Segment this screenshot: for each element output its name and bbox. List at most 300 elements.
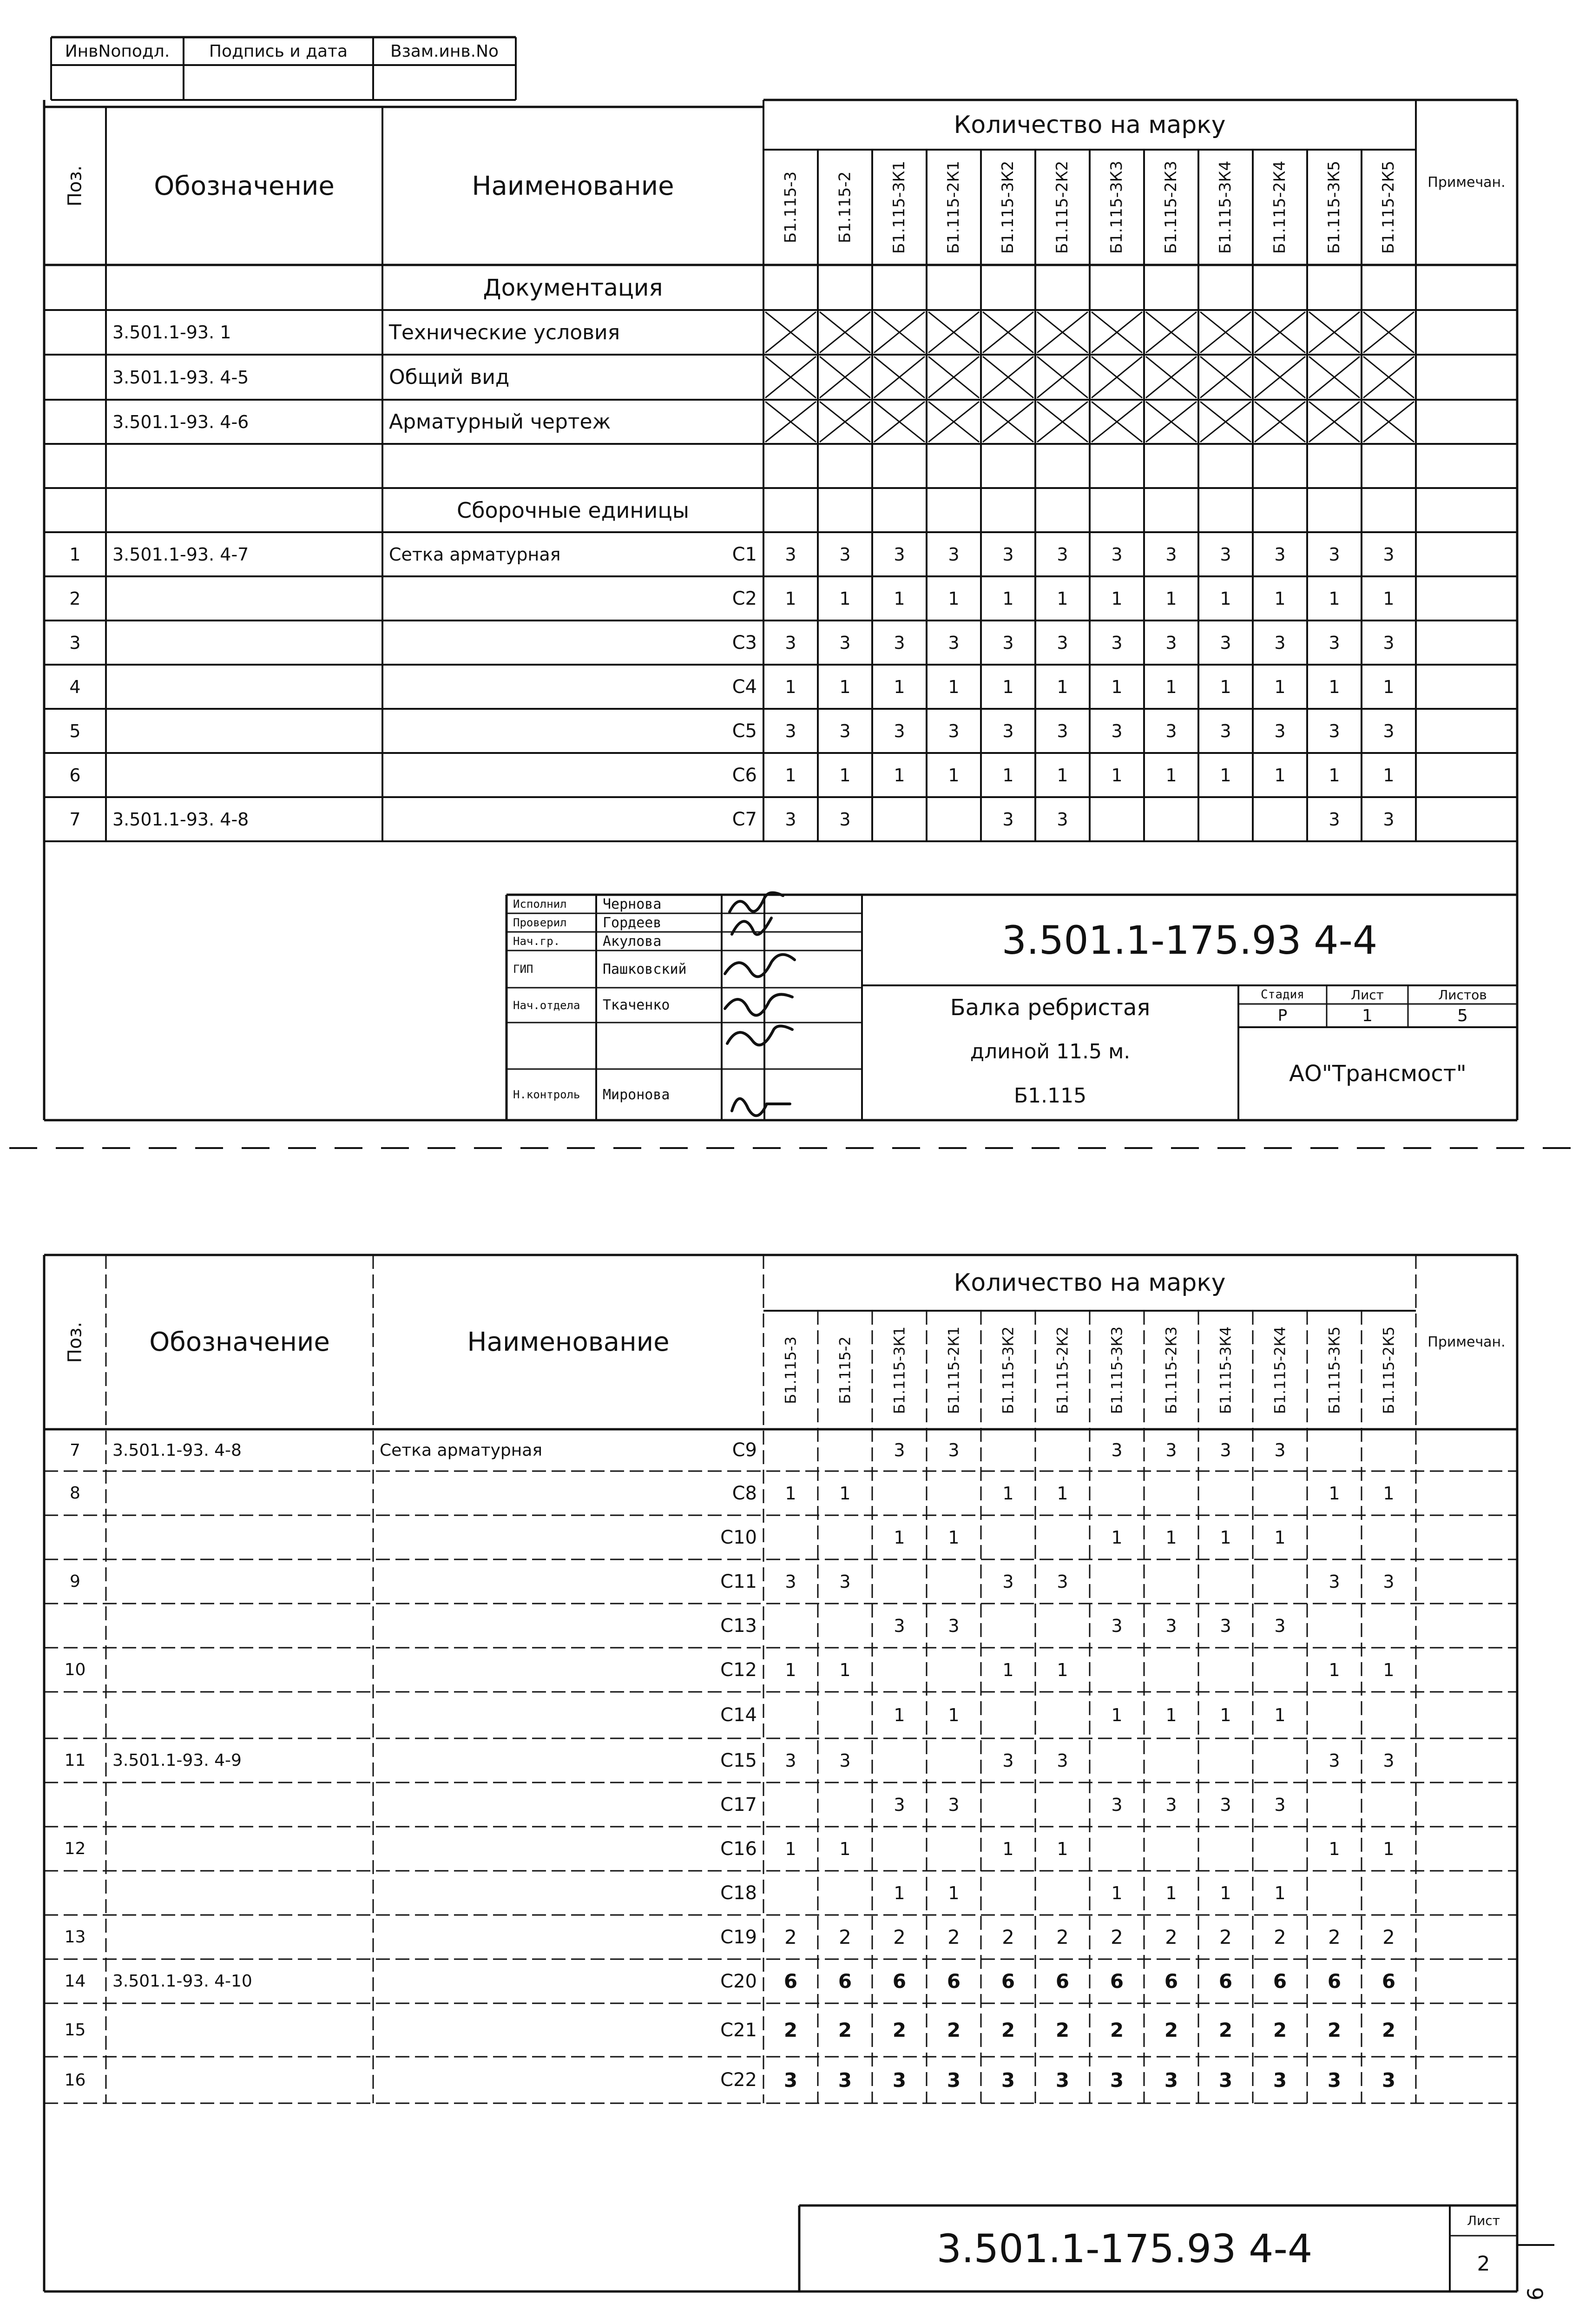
qty-value: 3 [1220,544,1231,565]
row-mark: С9 [732,1439,757,1461]
qty-value: 2 [1274,1926,1286,1948]
sheets-label: Листов [1438,987,1487,1003]
qty-value: 1 [1165,1527,1177,1548]
pos-header-text: Поз. [64,165,86,207]
note-header-2: Примечан. [1428,1334,1506,1350]
sheet-label-2: Лист [1467,2213,1500,2228]
qty-value: 3 [1383,809,1395,830]
qty-value: 3 [783,2068,798,2092]
qty-value: 3 [839,632,851,653]
qty-value: 3 [948,632,960,653]
row-designation: 3.501.1-93. 4-9 [112,1751,242,1770]
mark-header-2-2-text: Б1.115-3К1 [890,1326,908,1414]
qty-value: 2 [839,1926,851,1948]
qty-value: 3 [1165,720,1177,741]
qty-value: 3 [1001,2068,1015,2092]
row-mark: С22 [720,2069,757,2091]
row-designation: 3.501.1-93. 4-8 [112,809,249,830]
qty-value: 3 [1274,1440,1286,1460]
qty-value: 3 [785,544,796,565]
row-mark: С7 [732,808,757,830]
qty-value: 1 [1111,676,1123,697]
row-mark: С1 [732,543,757,565]
qty-value: 3 [894,720,905,741]
qty-value: 2 [1111,1926,1123,1948]
qty-value: 3 [1165,1615,1177,1636]
qty-value: 1 [1111,1705,1123,1725]
qty-value: 3 [785,809,796,830]
qty-value: 2 [947,2019,961,2041]
qty-value: 1 [1329,676,1340,697]
doc-name: Технические условия [389,320,620,344]
qty-value: 3 [785,1571,796,1592]
qty-value: 3 [1002,544,1014,565]
mark-header-4-text: Б1.115-3К2 [999,160,1018,254]
qty-value: 1 [894,1705,905,1725]
qty-value: 3 [1055,2068,1070,2092]
qty-value: 1 [839,1838,851,1859]
signer-name: Пашковский [603,961,687,977]
row-position: 1 [69,544,81,565]
pos-header-2-text: Поз. [64,1321,86,1363]
qty-value: 1 [1002,1659,1014,1680]
qty-value: 3 [1110,2068,1124,2092]
row-mark: С4 [732,676,757,698]
row-position: 16 [64,2070,86,2090]
qty-value: 3 [1383,544,1395,565]
qty-value: 3 [1220,1615,1231,1636]
qty-value: 3 [1329,720,1340,741]
qty-value: 1 [1383,588,1395,609]
qty-value: 3 [1220,1440,1231,1460]
qty-value: 3 [1329,809,1340,830]
qty-value: 3 [948,1794,960,1815]
qty-value: 3 [1165,1794,1177,1815]
qty-value: 1 [948,676,960,697]
name-header-2: Наименование [467,1327,670,1357]
qty-value: 3 [838,2068,852,2092]
qty-value: 1 [894,676,905,697]
qty-value: 6 [1110,1970,1124,1993]
qty-value: 1 [1220,676,1231,697]
qty-value: 1 [1220,588,1231,609]
row-position: 4 [69,676,81,697]
note-header: Примечан. [1428,174,1506,191]
qty-value: 3 [894,1794,905,1815]
qty-value: 1 [1329,765,1340,786]
qty-value: 6 [1001,1970,1015,1993]
designation-header: Обозначение [154,171,335,201]
qty-value: 3 [894,1615,905,1636]
qty-value: 1 [894,1882,905,1903]
signer-role: ГИП [513,963,533,976]
qty-value: 2 [1001,2019,1015,2041]
stage-label: Стадия [1261,988,1304,1002]
row-position: 11 [64,1751,86,1770]
qty-value: 1 [1274,588,1286,609]
mark-header-2-10-text: Б1.115-3К5 [1325,1326,1343,1414]
row-mark: С3 [732,632,757,654]
qty-value: 6 [947,1970,961,1993]
qty-value: 1 [948,1527,960,1548]
mark-header-1-text: Б1.115-2 [835,171,855,244]
qty-value: 1 [1274,1705,1286,1725]
qty-value: 6 [1273,1970,1287,1993]
qty-value: 1 [839,765,851,786]
doc-name: Общий вид [389,365,510,389]
row-mark: С17 [720,1794,757,1816]
row-mark: С2 [732,588,757,609]
qty-value: 1 [1057,765,1068,786]
qty-value: 3 [839,544,851,565]
qty-value: 1 [785,1838,796,1859]
qty-value: 3 [1274,720,1286,741]
qty-value: 3 [1329,1571,1340,1592]
qty-value: 1 [1220,1705,1231,1725]
row-position: 13 [64,1928,86,1947]
qty-value: 3 [894,632,905,653]
section-documentation: Документация [483,274,663,301]
qty-value: 2 [1055,2019,1070,2041]
qty-value: 3 [1274,1794,1286,1815]
qty-value: 2 [1056,1926,1069,1948]
qty-value: 3 [1329,544,1340,565]
qty-value: 3 [1383,1571,1395,1592]
qty-value: 1 [1383,676,1395,697]
qty-value: 1 [1165,1882,1177,1903]
qty-value: 2 [1165,1926,1178,1948]
qty-value: 2 [1218,2019,1233,2041]
qty-value: 3 [892,2068,907,2092]
qty-value: 3 [947,2068,961,2092]
qty-value: 1 [1002,765,1014,786]
qty-value: 3 [1057,544,1068,565]
qty-value: 6 [783,1970,798,1993]
qty-value: 2 [1273,2019,1287,2041]
handwritten-signature [725,955,795,977]
qty-value: 1 [1220,1527,1231,1548]
row-mark: С8 [732,1482,757,1504]
qty-value: 3 [1218,2068,1233,2092]
signer-name: Гордеев [603,914,662,931]
qty-value: 2 [1381,2019,1396,2041]
qty-value: 3 [839,720,851,741]
handwritten-signature [727,1026,792,1045]
qty-value: 3 [1383,632,1395,653]
row-mark: С20 [720,1970,757,1992]
handwritten-signature [732,1099,790,1116]
qty-value: 3 [1274,1615,1286,1636]
qty-value: 3 [1111,632,1123,653]
qty-value: 1 [1165,765,1177,786]
mark-header-2-1-text: Б1.115-2 [836,1336,854,1404]
qty-value: 3 [839,1571,851,1592]
document-code: 3.501.1-175.93 4-4 [1001,917,1378,963]
qty-value: 3 [1220,632,1231,653]
qty-value: 1 [1220,1882,1231,1903]
qty-value: 3 [785,720,796,741]
signer-role: Исполнил [513,898,567,911]
qty-value: 3 [1165,632,1177,653]
qty-value: 1 [1165,676,1177,697]
qty-value: 3 [1057,720,1068,741]
qty-value: 6 [1055,1970,1070,1993]
mark-header-6-text: Б1.115-3К3 [1107,160,1126,254]
qty-value: 1 [785,1483,796,1504]
qty-value: 1 [785,676,796,697]
mark-header-10-text: Б1.115-3К5 [1325,160,1344,254]
row-mark: С15 [720,1750,757,1771]
mark-header-2-11-text: Б1.115-2К5 [1380,1326,1398,1414]
row-name: Сетка арматурная [380,1440,543,1460]
qty-value: 3 [1274,632,1286,653]
mark-header-2-8-text: Б1.115-3К4 [1217,1326,1235,1414]
company-name: АО"Трансмост" [1289,1061,1467,1087]
qty-value: 1 [894,765,905,786]
mark-header-9-text: Б1.115-2К4 [1270,160,1289,254]
qty-value: 3 [1111,1440,1123,1460]
qty-value: 1 [1002,676,1014,697]
qty-header-2: Количество на марку [954,1269,1226,1297]
qty-value: 3 [1327,2068,1342,2092]
qty-value: 3 [894,544,905,565]
row-designation: 3.501.1-93. 4-10 [112,1972,252,1991]
qty-value: 1 [1383,1659,1395,1680]
qty-value: 3 [1383,1750,1395,1771]
qty-value: 3 [1111,720,1123,741]
row-mark: С16 [720,1838,757,1860]
qty-value: 3 [839,809,851,830]
qty-value: 3 [1165,1440,1177,1460]
signature-date-label: Подпись и дата [209,41,348,61]
row-name: Сетка арматурная [389,544,561,565]
row-position: 14 [64,1972,86,1991]
mark-header-2-0-text: Б1.115-3 [782,1336,800,1404]
mark-header-2-7-text: Б1.115-2К3 [1162,1326,1180,1414]
doc-designation: 3.501.1-93. 4-6 [112,411,249,432]
signer-name: Акулова [603,933,662,950]
qty-value: 3 [1381,2068,1396,2092]
qty-value: 3 [1057,1750,1068,1771]
row-position: 10 [64,1660,86,1679]
mark-header-11-text: Б1.115-2К5 [1379,160,1398,254]
page-number-text: 6 [1523,2287,1548,2301]
mark-header-3-text: Б1.115-2К1 [944,160,963,254]
mark-header-0-text: Б1.115-3 [781,171,800,244]
qty-value: 1 [1329,1483,1340,1504]
mark-header-2-4-text: Б1.115-3К2 [999,1326,1017,1414]
row-position: 8 [70,1484,80,1503]
qty-value: 1 [785,765,796,786]
qty-value: 2 [838,2019,852,2041]
designation-header-2: Обозначение [149,1327,330,1357]
qty-value: 2 [1328,1926,1341,1948]
qty-value: 1 [1111,1527,1123,1548]
qty-value: 1 [948,765,960,786]
qty-value: 3 [1057,1571,1068,1592]
qty-value: 3 [1329,632,1340,653]
row-position: 6 [69,765,81,786]
qty-value: 1 [785,588,796,609]
qty-value: 1 [1002,588,1014,609]
qty-value: 1 [1274,1882,1286,1903]
qty-value: 1 [1329,1838,1340,1859]
qty-value: 1 [1057,1659,1068,1680]
signer-role: Проверил [513,916,567,929]
row-mark: С13 [720,1615,757,1637]
qty-value: 6 [1164,1970,1178,1993]
qty-value: 3 [1273,2068,1287,2092]
doc-designation: 3.501.1-93. 1 [112,322,231,343]
qty-value: 2 [783,2019,798,2041]
qty-value: 1 [1274,676,1286,697]
qty-value: 6 [1381,1970,1396,1993]
qty-value: 3 [1002,1571,1014,1592]
qty-value: 1 [1383,1838,1395,1859]
row-mark: С18 [720,1882,757,1904]
signer-name: Чернова [603,896,662,912]
row-position: 7 [69,809,81,830]
qty-value: 3 [1111,544,1123,565]
qty-value: 6 [838,1970,852,1993]
sheet-value-2: 2 [1477,2251,1490,2276]
sheet-label: Лист [1351,987,1384,1003]
row-mark: С12 [720,1659,757,1681]
qty-value: 1 [839,1483,851,1504]
qty-value: 1 [1111,1882,1123,1903]
sheet-value: 1 [1362,1006,1373,1025]
row-mark: С10 [720,1526,757,1548]
mark-header-2-9-text: Б1.115-2К4 [1271,1326,1289,1414]
qty-value: 3 [1220,1794,1231,1815]
vzam-inv-label: Взам.инв.No [390,41,499,61]
qty-value: 3 [948,544,960,565]
qty-value: 3 [948,1615,960,1636]
qty-value: 1 [1165,588,1177,609]
qty-value: 1 [948,588,960,609]
mark-header-2-text: Б1.115-3К1 [890,160,909,254]
qty-value: 2 [784,1926,797,1948]
qty-value: 2 [892,2019,907,2041]
qty-value: 3 [1220,720,1231,741]
row-position: 15 [64,2020,86,2040]
qty-value: 1 [1111,588,1123,609]
row-mark: С6 [732,764,757,786]
qty-value: 3 [1383,720,1395,741]
qty-value: 1 [1329,1659,1340,1680]
sheets-value: 5 [1457,1006,1468,1025]
qty-value: 1 [948,1882,960,1903]
row-mark: С11 [720,1571,757,1592]
row-position: 7 [70,1440,80,1460]
qty-value: 6 [892,1970,907,1993]
qty-value: 1 [1274,1527,1286,1548]
row-mark: С14 [720,1704,757,1726]
row-position: 12 [64,1839,86,1858]
row-mark: С19 [720,1926,757,1948]
qty-value: 3 [1329,1750,1340,1771]
qty-value: 1 [839,588,851,609]
signer-role: Н.контроль [513,1088,580,1101]
qty-value: 2 [1327,2019,1342,2041]
signer-role: Нач.отдела [513,998,580,1012]
qty-value: 1 [839,676,851,697]
signer-name: Миронова [603,1086,670,1103]
document-code-2: 3.501.1-175.93 4-4 [936,2225,1313,2271]
row-position: 3 [69,632,81,653]
qty-value: 1 [1057,1838,1068,1859]
signer-role: Нач.гр. [513,935,560,948]
qty-value: 2 [1002,1926,1014,1948]
qty-value: 1 [894,588,905,609]
qty-value: 2 [893,1926,906,1948]
qty-value: 1 [1111,765,1123,786]
qty-value: 3 [948,720,960,741]
row-mark: С5 [732,720,757,742]
handwritten-signature [725,994,792,1015]
doc-designation: 3.501.1-93. 4-5 [112,367,249,388]
signer-name: Ткаченко [603,997,670,1013]
inventory-number-label: ИнвNoподл. [65,41,170,61]
drawing-title-line: Балка ребристая [950,994,1151,1021]
qty-value: 3 [785,632,796,653]
mark-header-2-5-text: Б1.115-2К2 [1053,1326,1072,1414]
qty-value: 1 [1274,765,1286,786]
qty-value: 1 [1057,1483,1068,1504]
qty-value: 6 [1327,1970,1342,1993]
qty-value: 1 [1057,676,1068,697]
qty-value: 3 [1164,2068,1178,2092]
qty-value: 3 [1057,632,1068,653]
qty-value: 3 [839,1750,851,1771]
qty-value: 3 [1002,720,1014,741]
mark-header-5-text: Б1.115-2К2 [1053,160,1072,254]
qty-value: 1 [1220,765,1231,786]
qty-value: 3 [785,1750,796,1771]
qty-value: 2 [947,1926,960,1948]
qty-value: 2 [1164,2019,1178,2041]
row-position: 9 [70,1572,80,1591]
qty-value: 1 [1165,1705,1177,1725]
qty-value: 3 [1002,1750,1014,1771]
qty-value: 2 [1219,1926,1232,1948]
mark-header-2-3-text: Б1.115-2К1 [945,1326,963,1414]
qty-value: 1 [1383,1483,1395,1504]
qty-value: 3 [948,1440,960,1460]
qty-value: 1 [1057,588,1068,609]
row-position: 5 [69,720,81,741]
qty-value: 3 [1165,544,1177,565]
qty-value: 3 [1002,809,1014,830]
qty-value: 3 [1111,1615,1123,1636]
qty-value: 3 [1057,809,1068,830]
qty-value: 1 [1329,588,1340,609]
row-designation: 3.501.1-93. 4-7 [112,544,249,565]
drawing-title-line: длиной 11.5 м. [970,1040,1131,1063]
qty-value: 3 [1111,1794,1123,1815]
drawing-title-line: Б1.115 [1013,1084,1087,1108]
doc-name: Арматурный чертеж [389,410,611,434]
row-designation: 3.501.1-93. 4-8 [112,1440,242,1460]
qty-value: 3 [1274,544,1286,565]
qty-value: 3 [1002,632,1014,653]
qty-value: 1 [839,1659,851,1680]
qty-value: 1 [1002,1838,1014,1859]
qty-value: 3 [894,1440,905,1460]
qty-value: 1 [1002,1483,1014,1504]
row-position: 2 [69,588,81,609]
mark-header-8-text: Б1.115-3К4 [1216,160,1235,254]
